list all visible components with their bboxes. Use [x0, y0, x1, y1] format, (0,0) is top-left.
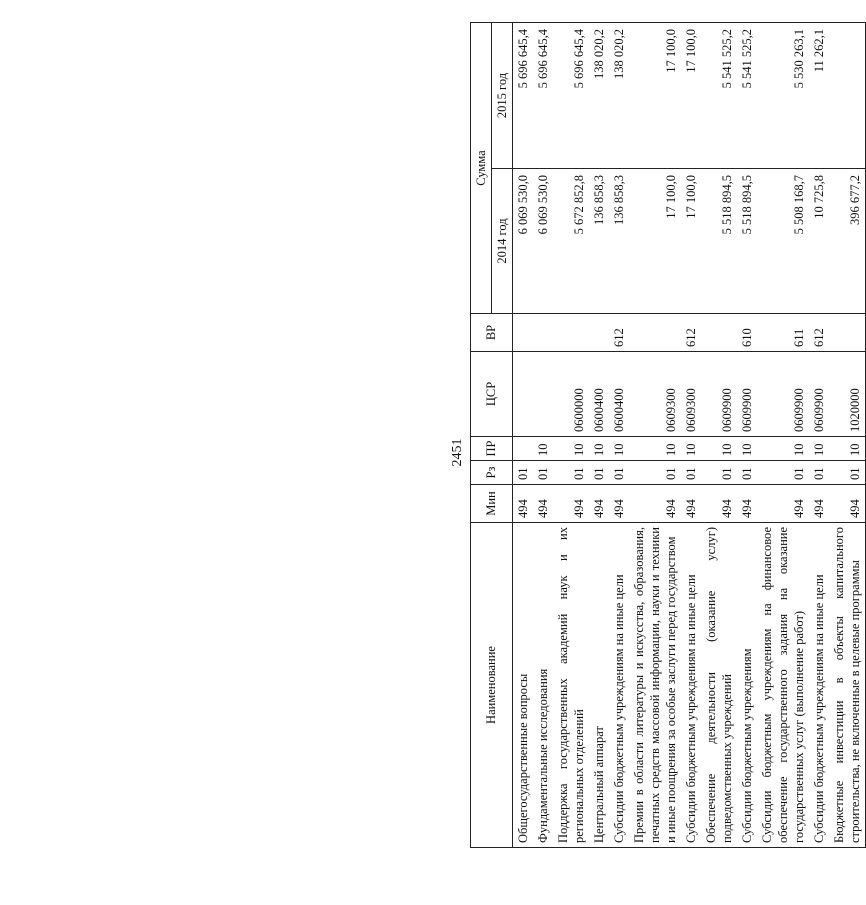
cell-pr: 10: [701, 437, 737, 461]
cell-csr: [533, 352, 553, 437]
cell-pr: 10: [681, 437, 701, 461]
table-row: [757, 23, 809, 848]
cell-rz: 01: [829, 461, 866, 485]
cell-2014: 5 508 168,7: [757, 169, 809, 314]
cell-2014: 136 858,3: [589, 169, 609, 314]
table-row: [737, 23, 757, 848]
table-row: [681, 23, 701, 848]
cell-pr: 10: [809, 437, 829, 461]
table-row: [533, 23, 553, 848]
header-rz: Рз: [471, 461, 513, 485]
cell-vr: [701, 314, 737, 352]
cell-rz: 01: [809, 461, 829, 485]
cell-csr: 1020000: [829, 352, 866, 437]
table-body: [513, 23, 866, 848]
table-row: [589, 23, 609, 848]
cell-pr: [513, 437, 534, 461]
cell-min: 494: [737, 485, 757, 523]
cell-min: 494: [609, 485, 629, 523]
cell-2014: 5 672 852,8: [553, 169, 589, 314]
cell-name: Центральный аппарат: [589, 523, 609, 848]
cell-2014: 6 069 530,0: [513, 169, 534, 314]
cell-pr: 10: [533, 437, 553, 461]
cell-min: 494: [513, 485, 534, 523]
cell-vr: [589, 314, 609, 352]
cell-vr: [533, 314, 553, 352]
cell-name: Общегосударственные вопросы: [513, 523, 534, 848]
table-row: [809, 23, 829, 848]
table-row: [701, 23, 737, 848]
cell-min: 494: [533, 485, 553, 523]
header-name: Наименование: [471, 523, 513, 848]
header-sum: Сумма: [471, 23, 492, 314]
cell-rz: 01: [513, 461, 534, 485]
cell-2014: 396 677,2: [829, 169, 866, 314]
cell-min: 494: [809, 485, 829, 523]
cell-min: 494: [681, 485, 701, 523]
cell-pr: 10: [609, 437, 629, 461]
cell-vr: 610: [737, 314, 757, 352]
cell-2014: 17 100,0: [681, 169, 701, 314]
cell-min: 494: [829, 485, 866, 523]
cell-vr: [513, 314, 534, 352]
cell-rz: 01: [681, 461, 701, 485]
cell-min: 494: [553, 485, 589, 523]
cell-csr: 0609900: [809, 352, 829, 437]
cell-rz: 01: [701, 461, 737, 485]
cell-2015: 17 100,0: [629, 23, 681, 169]
cell-min: 494: [701, 485, 737, 523]
cell-name: Фундаментальные исследования: [533, 523, 553, 848]
cell-name: Поддержка государственных академий наук и их региональных отделений: [553, 523, 589, 848]
header-pr: ПР: [471, 437, 513, 461]
cell-2014: 136 858,3: [609, 169, 629, 314]
cell-csr: 0609300: [681, 352, 701, 437]
cell-rz: 01: [609, 461, 629, 485]
table-row: [609, 23, 629, 848]
cell-2015: 5 541 525,2: [737, 23, 757, 169]
cell-2014: 6 069 530,0: [533, 169, 553, 314]
header-csr: ЦСР: [471, 352, 513, 437]
cell-2014: 17 100,0: [629, 169, 681, 314]
cell-name: Субсидии бюджетным учреждениям на финансовое обеспечение государственного задания на оказание государственных услуг (выполнение работ): [757, 523, 809, 848]
cell-pr: 10: [757, 437, 809, 461]
cell-vr: 612: [609, 314, 629, 352]
header-min: Мин: [471, 485, 513, 523]
cell-csr: 0609900: [737, 352, 757, 437]
cell-name: Обеспечение деятельности (оказание услуг) подведомственных учреждений: [701, 523, 737, 848]
cell-rz: 01: [533, 461, 553, 485]
cell-csr: 0600000: [553, 352, 589, 437]
cell-name: Бюджетные инвестиции в объекты капитального строительства, не включенные в целевые программы: [829, 523, 866, 848]
cell-name: Субсидии бюджетным учреждениям на иные цели: [681, 523, 701, 848]
cell-min: 494: [629, 485, 681, 523]
cell-rz: 01: [757, 461, 809, 485]
cell-csr: 0609900: [757, 352, 809, 437]
cell-vr: [629, 314, 681, 352]
cell-pr: 10: [737, 437, 757, 461]
cell-vr: 612: [809, 314, 829, 352]
cell-rz: 01: [737, 461, 757, 485]
table-row: [629, 23, 681, 848]
table-row: [553, 23, 589, 848]
cell-vr: [553, 314, 589, 352]
cell-2015: 5 696 645,4: [553, 23, 589, 169]
cell-csr: [513, 352, 534, 437]
cell-csr: 0600400: [609, 352, 629, 437]
cell-rz: 01: [629, 461, 681, 485]
cell-2015: [829, 23, 866, 169]
cell-2014: 5 518 894,5: [701, 169, 737, 314]
cell-vr: 612: [681, 314, 701, 352]
cell-csr: 0609900: [701, 352, 737, 437]
header-2015: 2015 год: [492, 23, 513, 169]
cell-name: Субсидии бюджетным учреждениям: [737, 523, 757, 848]
cell-min: 494: [589, 485, 609, 523]
cell-rz: 01: [553, 461, 589, 485]
cell-2015: 5 696 645,4: [533, 23, 553, 169]
cell-vr: 611: [757, 314, 809, 352]
table-header: [471, 23, 513, 848]
header-vr: ВР: [471, 314, 513, 352]
cell-2014: 10 725,8: [809, 169, 829, 314]
table-row: [829, 23, 866, 848]
cell-pr: 10: [629, 437, 681, 461]
cell-2015: 17 100,0: [681, 23, 701, 169]
cell-min: 494: [757, 485, 809, 523]
table-row: [513, 23, 534, 848]
header-2014: 2014 год: [492, 169, 513, 314]
cell-2015: 138 020,2: [589, 23, 609, 169]
cell-2015: 138 020,2: [609, 23, 629, 169]
cell-pr: 10: [589, 437, 609, 461]
page-number: 2451: [450, 438, 465, 467]
cell-pr: 10: [553, 437, 589, 461]
cell-2015: 5 541 525,2: [701, 23, 737, 169]
cell-2015: 5 530 263,1: [757, 23, 809, 169]
cell-rz: 01: [589, 461, 609, 485]
cell-name: Премии в области литературы и искусства, образования, печатных средств массовой информации, науки и техники и иные поощрения за особые заслуги перед государством: [629, 523, 681, 848]
cell-pr: 10: [829, 437, 866, 461]
cell-csr: 0600400: [589, 352, 609, 437]
cell-2015: 5 696 645,4: [513, 23, 534, 169]
cell-2014: 5 518 894,5: [737, 169, 757, 314]
cell-name: Субсидии бюджетным учреждениям на иные цели: [609, 523, 629, 848]
cell-2015: 11 262,1: [809, 23, 829, 169]
budget-table: [470, 22, 866, 848]
cell-csr: 0609300: [629, 352, 681, 437]
cell-name: Субсидии бюджетным учреждениям на иные цели: [809, 523, 829, 848]
cell-vr: [829, 314, 866, 352]
